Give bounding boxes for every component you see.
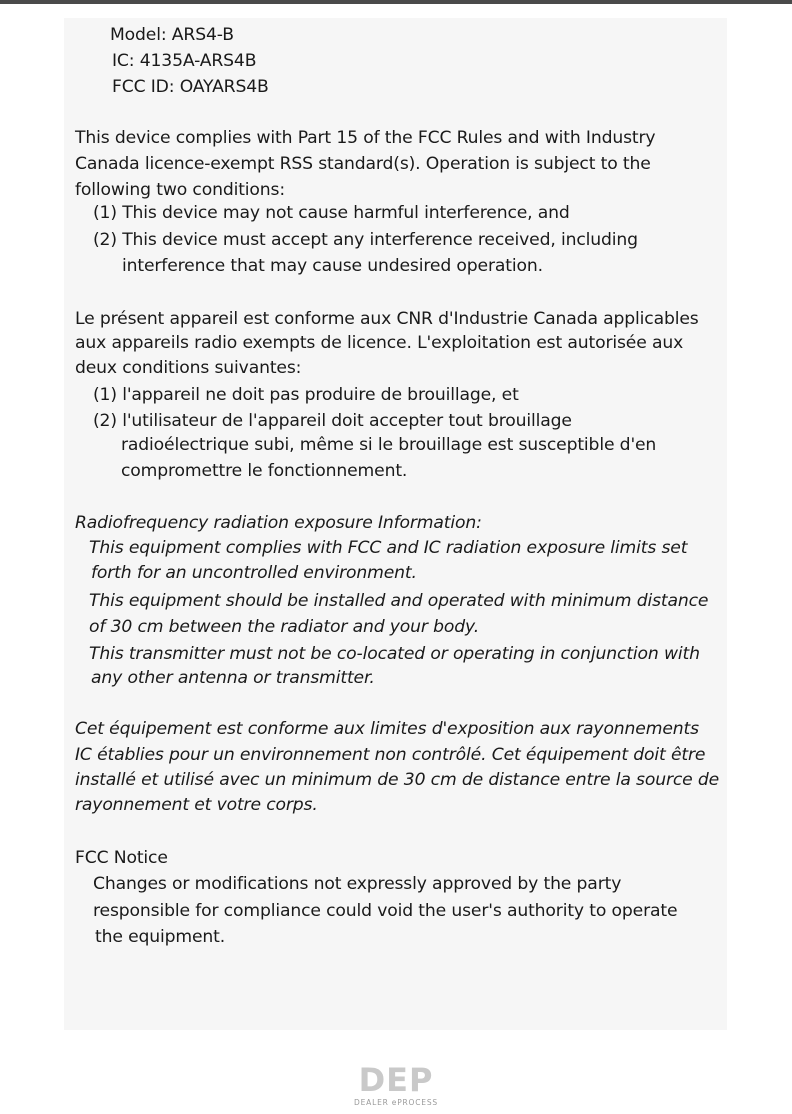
fcc-notice-line: the equipment. [95, 927, 226, 947]
fr-condition-2: (2) l'utilisateur de l'appareil doit accepter tout brouillage [93, 411, 572, 431]
dealer-eprocess-logo [340, 1061, 452, 1108]
fcc-id: FCC ID: OAYARS4B [112, 77, 269, 97]
rf-exposure-heading: Radiofrequency radiation exposure Information: [75, 513, 482, 533]
rf-exposure-line: This transmitter must not be co-located or operating in conjunction with [89, 644, 700, 664]
rf-exposure-line: any other antenna or transmitter. [91, 668, 375, 688]
fr-condition-1: (1) l'appareil ne doit pas produire de brouillage, et [93, 385, 519, 405]
fcc-notice-line: responsible for compliance could void the user's authority to operate [93, 901, 678, 921]
fr-compliance-line: Le présent appareil est conforme aux CNR d'Industrie Canada applicables [75, 309, 699, 329]
fr-exposure-line: Cet équipement est conforme aux limites d'exposition aux rayonnements [75, 719, 699, 739]
fr-exposure-line: IC établies pour un environnement non contrôlé. Cet équipement doit être [75, 745, 706, 765]
logo-subtitle: DEALER ePROCESS [354, 1098, 438, 1107]
fcc-compliance-line: Canada licence-exempt RSS standard(s). Operation is subject to the [75, 154, 651, 174]
fr-compliance-line: deux conditions suivantes: [75, 358, 302, 378]
fr-exposure-line: installé et utilisé avec un minimum de 30 cm de distance entre la source de [75, 770, 720, 790]
fcc-compliance-line: This device complies with Part 15 of the FCC Rules and with Industry [75, 128, 656, 148]
rf-exposure-line: of 30 cm between the radiator and your body. [89, 617, 480, 637]
fr-condition-2-cont: compromettre le fonctionnement. [121, 461, 408, 481]
model-number: Model: ARS4-B [110, 25, 234, 45]
rf-exposure-line: This equipment complies with FCC and IC radiation exposure limits set [89, 538, 688, 558]
fr-compliance-line: aux appareils radio exempts de licence. L'exploitation est autorisée aux [75, 333, 684, 353]
fcc-condition-1: (1) This device may not cause harmful interference, and [93, 203, 570, 223]
fr-exposure-line: rayonnement et votre corps. [75, 795, 318, 815]
rf-exposure-line: This equipment should be installed and operated with minimum distance [89, 591, 709, 611]
fcc-condition-2-cont: interference that may cause undesired operation. [122, 256, 543, 276]
fcc-notice-line: Changes or modifications not expressly approved by the party [93, 874, 622, 894]
fcc-compliance-line: following two conditions: [75, 180, 285, 200]
fcc-notice-heading: FCC Notice [75, 848, 168, 868]
top-border [0, 0, 792, 4]
fr-condition-2-cont: radioélectrique subi, même si le brouillage est susceptible d'en [121, 435, 657, 455]
fcc-condition-2: (2) This device must accept any interference received, including [93, 230, 638, 250]
rf-exposure-line: forth for an uncontrolled environment. [91, 563, 417, 583]
ic-number: IC: 4135A-ARS4B [112, 51, 257, 71]
logo-letters: DEP [358, 1061, 434, 1099]
